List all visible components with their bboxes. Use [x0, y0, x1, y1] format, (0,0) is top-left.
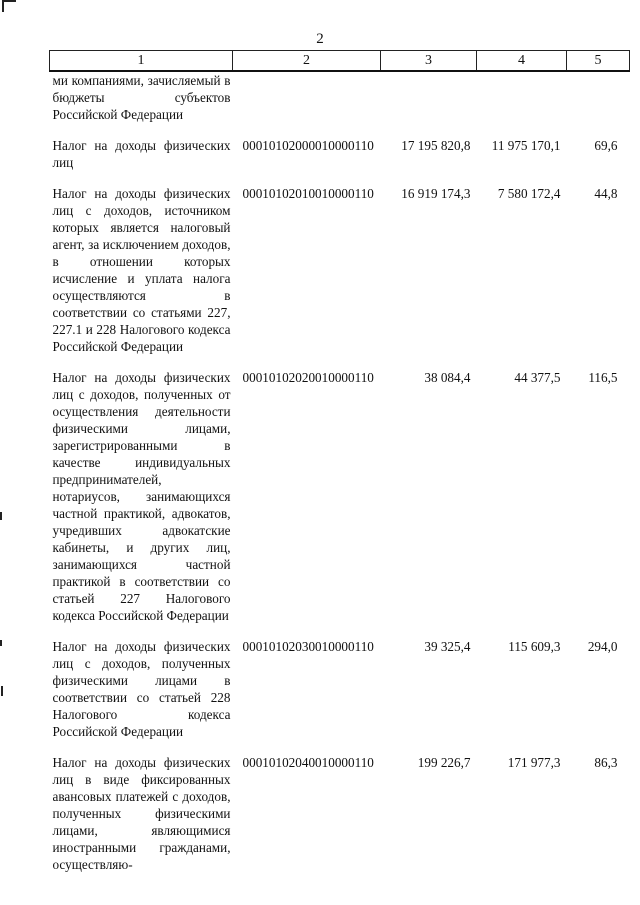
scan-mark: [1, 686, 3, 696]
column-header-4: 4: [477, 51, 567, 72]
row-percent: 294,0: [587, 639, 618, 654]
row-name: Налог на доходы физических лиц с доходов, полученных от осуществления деятельности физическими лицами, зарегистрированными в качестве индивидуальных предпринимателей, нотариусов, занимающихся частной практикой, адвокатов, учредивших адвокатские кабинеты, и других лиц, занимающихся частной практикой в соответствии со статьей 227 Налогового кодекса Российской Федерации: [52, 370, 231, 623]
row-code: 00010102040010000110: [242, 755, 374, 770]
row-fact: 44 377,5: [514, 370, 561, 385]
scan-mark: [0, 640, 2, 646]
page-number: 2: [316, 31, 324, 47]
table-row: [50, 754, 630, 873]
row-plan: 17 195 820,8: [401, 138, 471, 153]
scan-mark: [2, 0, 16, 2]
row-plan: 199 226,7: [417, 755, 471, 770]
row-percent: 116,5: [588, 370, 618, 385]
table-row: [50, 71, 630, 123]
row-fact: [477, 71, 567, 123]
column-header-5: 5: [567, 51, 630, 72]
column-header-3: 3: [381, 51, 477, 72]
row-percent: [567, 71, 630, 123]
row-percent: 44,8: [594, 186, 618, 201]
row-name: Налог на доходы физических лиц с доходов, полученных физическими лицами в соответствии со статьей 228 Налогового кодекса Российской Федерации: [52, 639, 231, 739]
row-fact: 115 609,3: [508, 639, 561, 654]
row-percent: 86,3: [594, 755, 618, 770]
revenue-table: [49, 50, 630, 873]
row-name: ми компаниями, зачисляемый в бюджеты субъектов Российской Федерации: [52, 73, 231, 122]
table-row: [50, 369, 630, 624]
row-code: 00010102030010000110: [242, 639, 374, 654]
row-code: 00010102010010000110: [242, 186, 374, 201]
row-plan: 39 325,4: [424, 639, 471, 654]
row-name: Налог на доходы физических лиц в виде фиксированных авансовых платежей с доходов, полученных физическими лицами, являющимися иностранными гражданами, осуществляю-: [52, 755, 231, 872]
table-row: [50, 185, 630, 355]
table-row: [50, 638, 630, 740]
column-header-2: 2: [233, 51, 381, 72]
row-plan: 38 084,4: [424, 370, 471, 385]
header-row: [50, 51, 630, 72]
row-plan: [381, 71, 477, 123]
row-fact: 7 580 172,4: [497, 186, 561, 201]
scan-mark: [0, 512, 2, 520]
row-fact: 11 975 170,1: [491, 138, 561, 153]
row-plan: 16 919 174,3: [401, 186, 471, 201]
row-code: [233, 71, 381, 123]
row-fact: 171 977,3: [507, 755, 561, 770]
row-name: Налог на доходы физических лиц: [52, 138, 231, 170]
table-row: [50, 137, 630, 171]
row-code: 00010102020010000110: [242, 370, 374, 385]
row-name: Налог на доходы физических лиц с доходов, источником которых является налоговый агент, за исключением доходов, в отношении которых исчисление и уплата налога осуществляются в соответствии со статьями 227, 227.1 и 228 Налогового кодекса Российской Федерации: [52, 186, 231, 354]
row-code: 00010102000010000110: [242, 138, 374, 153]
row-percent: 69,6: [594, 138, 618, 153]
column-header-1: 1: [50, 51, 233, 72]
